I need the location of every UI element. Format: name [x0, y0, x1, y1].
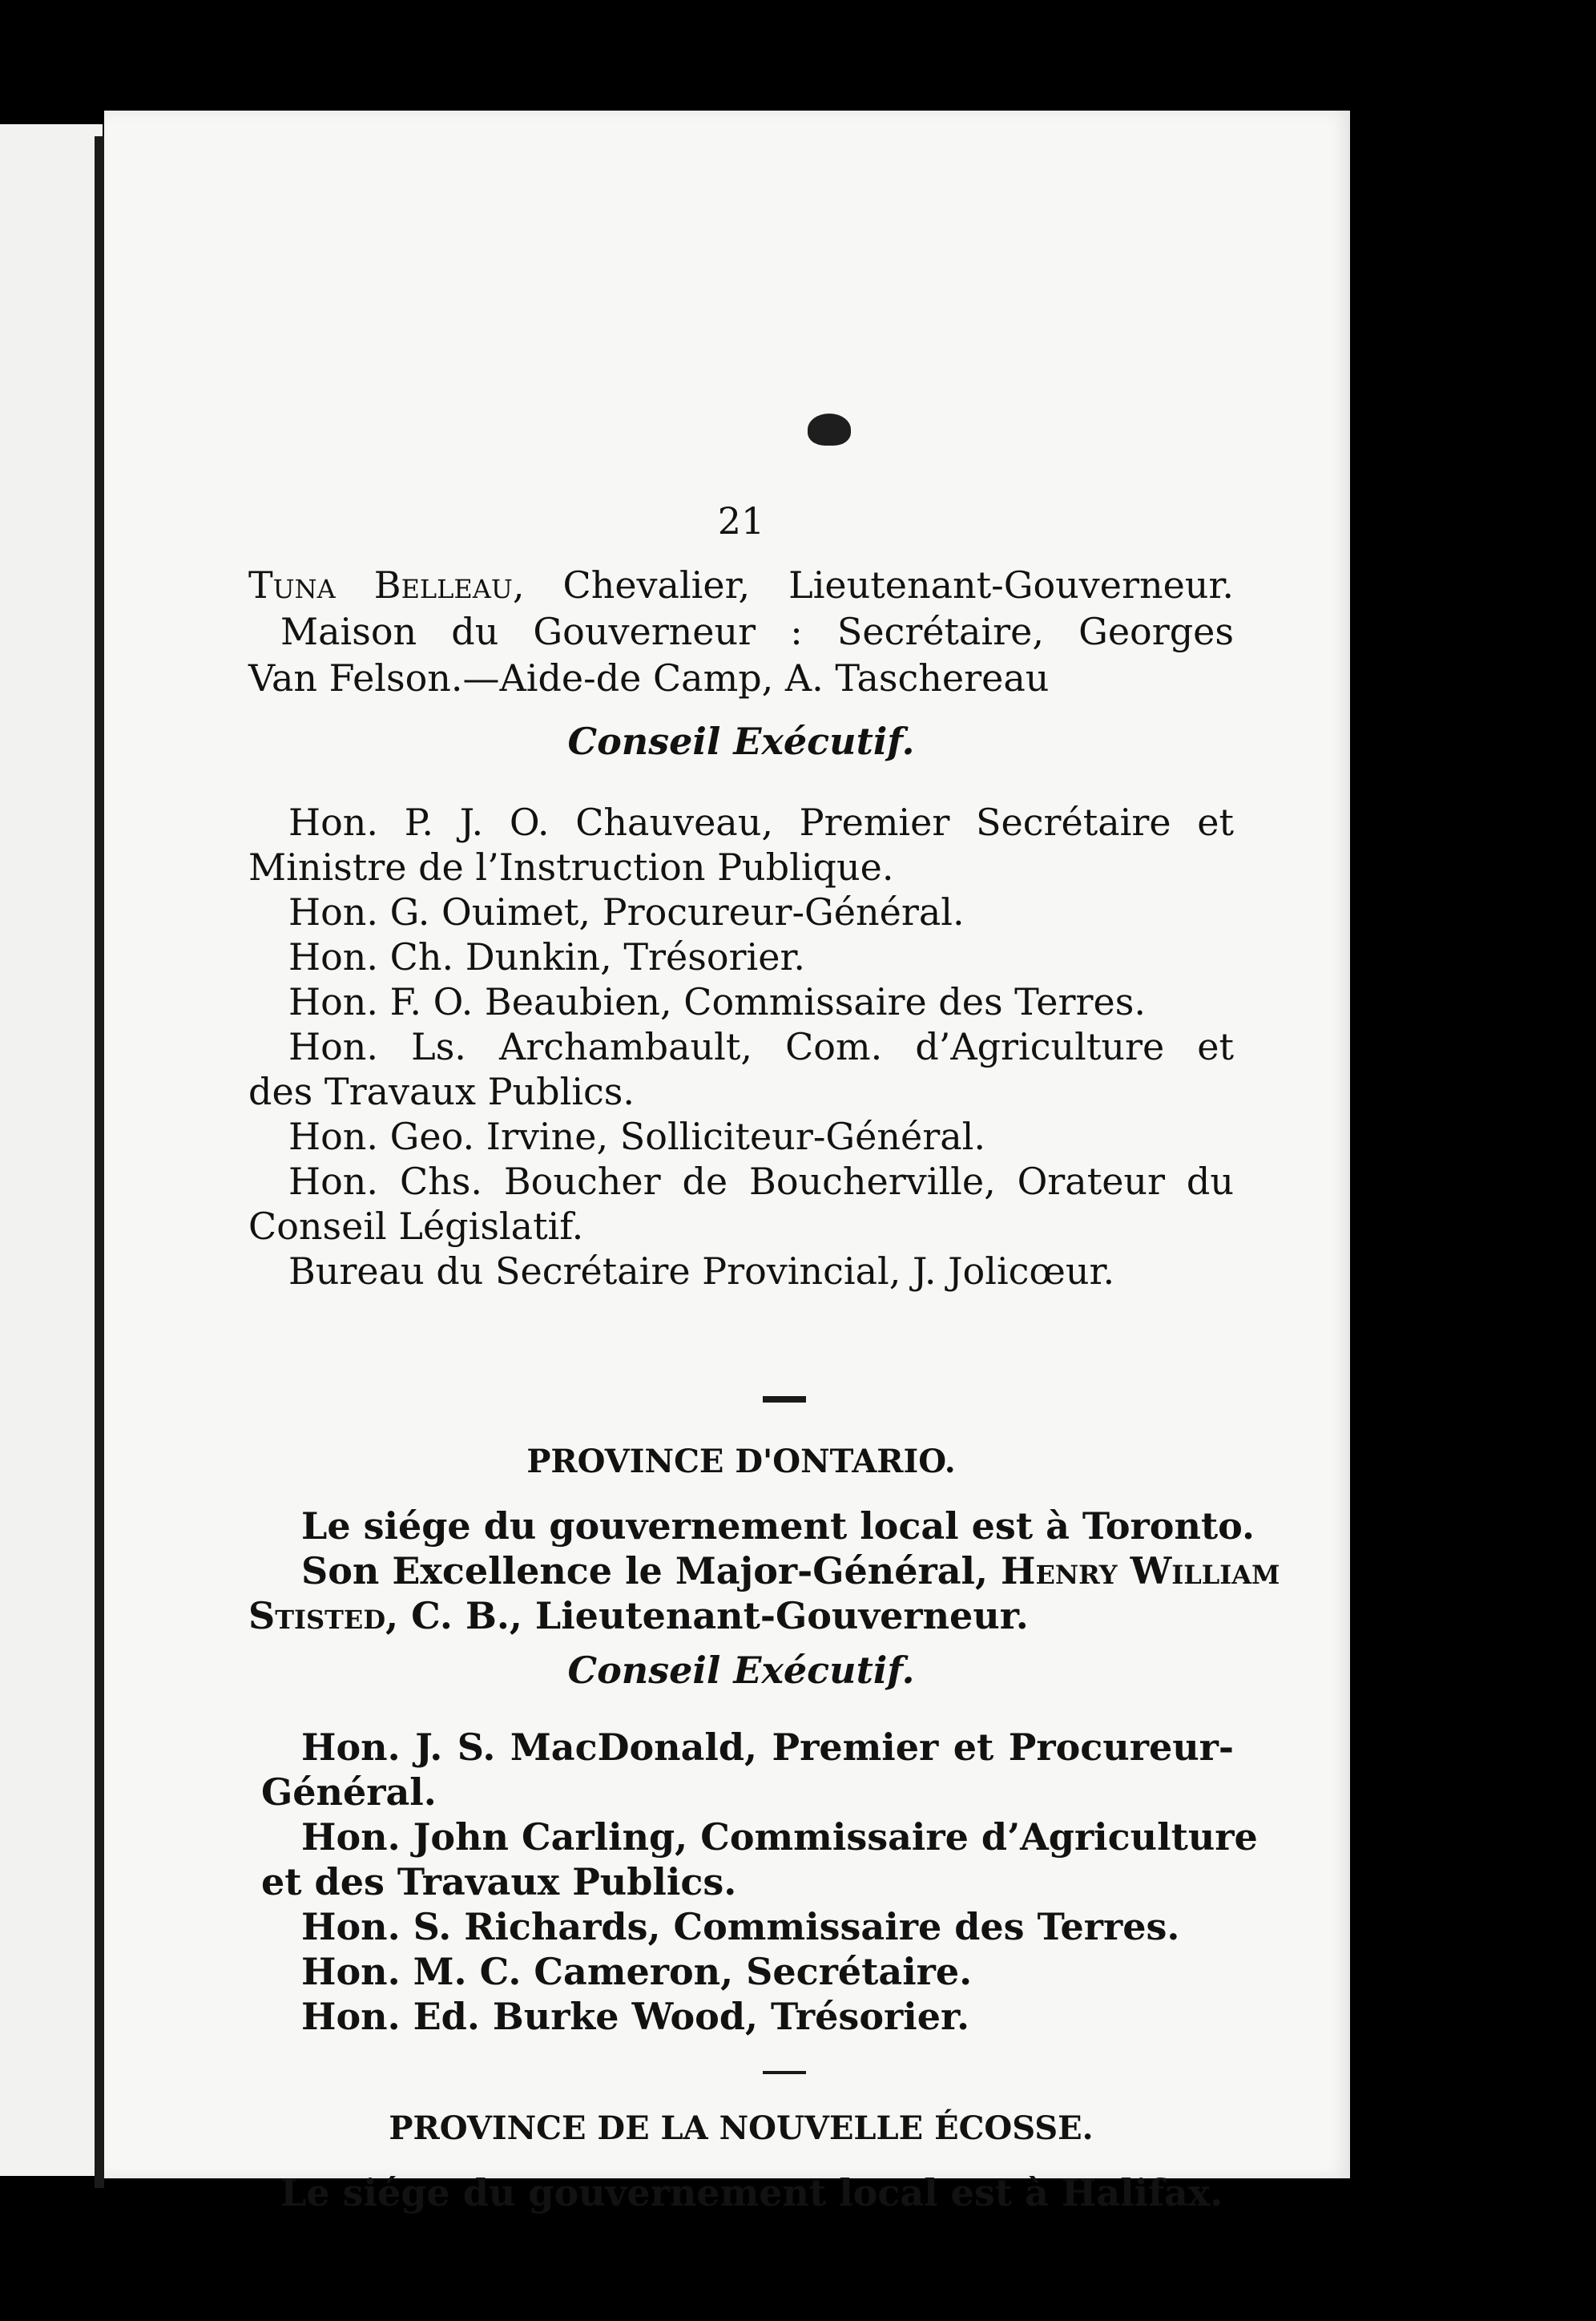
council-member: Hon. G. Ouimet, Procureur-Général.: [288, 890, 965, 934]
section-divider: [763, 1396, 806, 1403]
page-number: 21: [717, 499, 765, 543]
facing-page-edge: [0, 124, 103, 2176]
governor-line: [248, 561, 1234, 609]
governor-title: Chevalier, Lieutenant-Gouverneur.: [524, 563, 1234, 607]
ontario-seat: Le siége du gouvernement local est à Toronto.: [301, 1504, 1255, 1548]
nova-scotia-heading: PROVINCE DE LA NOUVELLE ÉCOSSE.: [389, 2109, 1094, 2147]
council-member: des Travaux Publics.: [248, 1070, 635, 1113]
aide-de-camp-line: Van Felson.—Aide-de Camp, A. Taschereau: [248, 656, 1050, 700]
governor-rank: Son Excellence le Major-Général,: [301, 1549, 1002, 1592]
council-member: et des Travaux Publics.: [261, 1860, 737, 1903]
book-page: [104, 111, 1350, 2214]
council-member: Hon. Ls. Archambault, Com. d’Agriculture et: [288, 1025, 1234, 1068]
council-member: Ministre de l’Instruction Publique.: [248, 846, 894, 889]
provincial-secretary-office: Bureau du Secrétaire Provincial, J. Jolicœur.: [288, 1249, 1115, 1293]
council-member: Hon. P. J. O. Chauveau, Premier Secrétaire et: [288, 801, 1234, 844]
ontario-governor-line: [301, 1547, 1280, 1595]
council-member: Hon. Ed. Burke Wood, Trésorier.: [301, 1995, 970, 2038]
ontario-governor-line-2: [248, 1592, 1234, 1640]
council-member: Général.: [261, 1770, 437, 1814]
governor-surname: Stisted: [248, 1594, 386, 1637]
council-member: Hon. John Carling, Commissaire d’Agriculture: [301, 1815, 1258, 1859]
printer-ornament: [808, 414, 851, 446]
council-member: Hon. Chs. Boucher de Boucherville, Orateur du: [288, 1160, 1234, 1203]
ontario-heading: PROVINCE D'ONTARIO.: [526, 1443, 956, 1480]
book-spine: [95, 136, 104, 2188]
council-member: Hon. Geo. Irvine, Solliciteur-Général.: [288, 1115, 985, 1158]
council-member: Hon. F. O. Beaubien, Commissaire des Terres.: [288, 980, 1146, 1023]
council-member: Hon. S. Richards, Commissaire des Terres.: [301, 1905, 1180, 1948]
household-line: Maison du Gouverneur : Secrétaire, Georges: [280, 610, 1234, 653]
council-member: Conseil Législatif.: [248, 1205, 584, 1248]
nova-scotia-seat: Le siége du gouvernement local est à Halifax.: [280, 2171, 1223, 2214]
council-heading-ontario: Conseil Exécutif.: [567, 1649, 915, 1692]
governor-name: Henry William: [1001, 1549, 1280, 1592]
governor-name: Tuna Belleau,: [248, 563, 525, 607]
council-member: Hon. M. C. Cameron, Secrétaire.: [301, 1950, 973, 1993]
council-member: Hon. J. S. MacDonald, Premier et Procureur-: [301, 1726, 1234, 1769]
council-heading-quebec: Conseil Exécutif.: [567, 720, 915, 763]
council-member: Hon. Ch. Dunkin, Trésorier.: [288, 935, 806, 979]
governor-title: , C. B., Lieutenant-Gouverneur.: [385, 1594, 1029, 1637]
section-divider: [763, 2071, 806, 2074]
